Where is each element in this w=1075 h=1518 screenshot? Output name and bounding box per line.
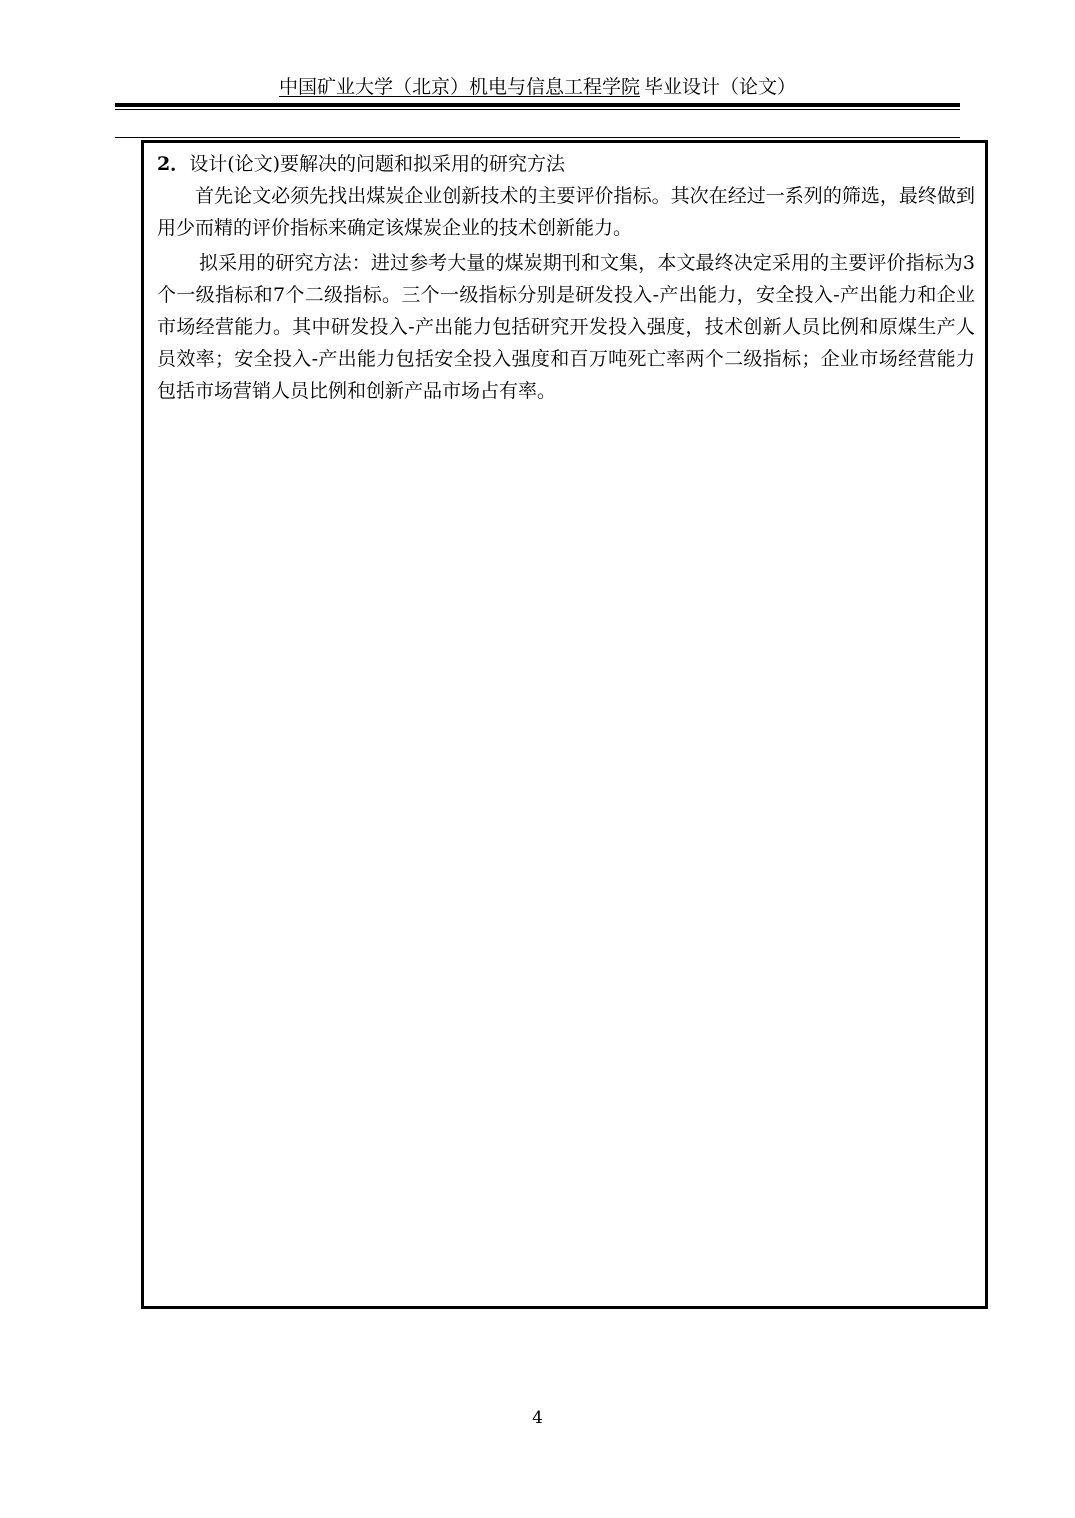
content-inner bbox=[144, 143, 985, 407]
section-number: 2． bbox=[157, 153, 190, 175]
content-table-cell bbox=[141, 140, 988, 1309]
section-heading bbox=[157, 149, 975, 180]
body-paragraph-1: 首先论文必须先找出煤炭企业创新技术的主要评价指标。其次在经过一系列的筛选，最终做到用少而精的评价指标来确定该煤炭企业的技术创新能力。 bbox=[157, 185, 975, 239]
page-header bbox=[0, 74, 1075, 100]
table-top-rule bbox=[115, 137, 960, 138]
header-rule-thin bbox=[115, 109, 960, 110]
header-rule-thick bbox=[115, 103, 960, 107]
header-doc-type: 毕业设计（论文） bbox=[644, 76, 797, 98]
header-institution: 中国矿业大学（北京）机电与信息工程学院 bbox=[278, 76, 640, 98]
body-paragraph-2: 拟采用的研究方法：进过参考大量的煤炭期刊和文集，本文最终决定采用的主要评价指标为3个一级指标和7个二级指标。三个一级指标分别是研发投入-产出能力，安全投入-产出能力和企业市场经营能力。其中研发投入-产出能力包括研究开发投入强度，技术创新人员比例和原煤生产人员效率；安全投入-产出能力包括安全投入强度和百万吨死亡率两个二级指标；企业市场经营能力包括市场营销人员比例和创新产品市场占有率。 bbox=[157, 252, 975, 402]
page-number: 4 bbox=[532, 1408, 543, 1428]
section-title: 设计(论文)要解决的问题和拟采用的研究方法 bbox=[189, 153, 566, 175]
